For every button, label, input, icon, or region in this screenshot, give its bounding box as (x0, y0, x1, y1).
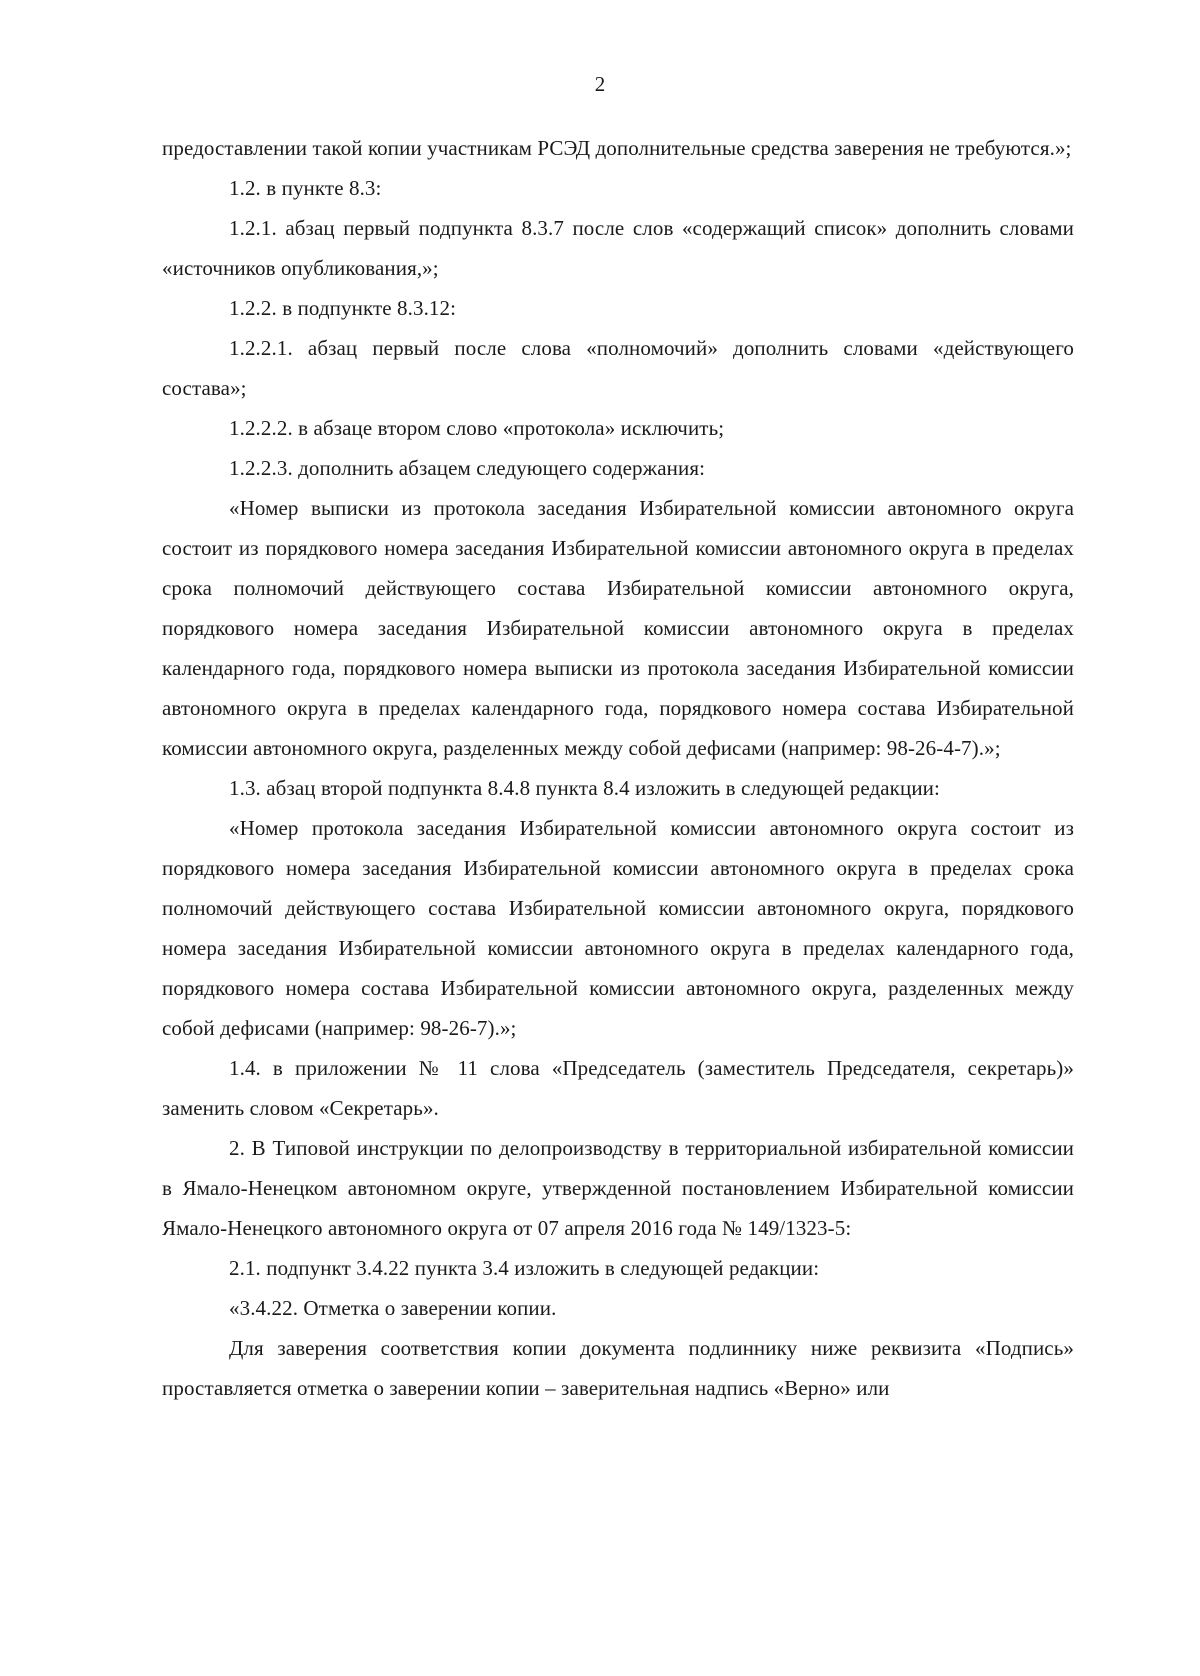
paragraph: Для заверения соответствия копии документа подлиннику ниже реквизита «Подпись» проставляется отметка о заверении копии – заверительная надпись «Верно» или (162, 1336, 1074, 1400)
paragraph: 1.2.2. в подпункте 8.3.12: (229, 296, 457, 320)
paragraph: 1.2.2.2. в абзаце втором слово «протокола» исключить; (229, 416, 725, 440)
paragraph: 2. В Типовой инструкции по делопроизводству в территориальной избирательной комиссии в Ямало-Ненецком автономном округе, утвержденной постановлением Избирательной комиссии Ямало-Ненецкого автономного округа от 07 апреля 2016 года № 149/1323-5: (162, 1136, 1074, 1240)
paragraph: 1.2. в пункте 8.3: (229, 176, 382, 200)
document-body (162, 128, 1074, 1408)
paragraph: «3.4.22. Отметка о заверении копии. (229, 1296, 557, 1320)
page-number: 2 (594, 72, 606, 96)
paragraph: 2.1. подпункт 3.4.22 пункта 3.4 изложить в следующей редакции: (229, 1256, 820, 1280)
paragraph: предоставлении такой копии участникам РСЭД дополнительные средства заверения не требуются.»; (162, 136, 1072, 160)
paragraph: «Номер выписки из протокола заседания Избирательной комиссии автономного округа состоит из порядкового номера заседания Избирательной комиссии автономного округа в пределах срока полномочий действующего состава Избирательной комиссии автономного округа, порядкового номера заседания Избирательной комиссии автономного округа в пределах календарного года, порядкового номера выписки из протокола заседания Избирательной комиссии автономного округа в пределах календарного года, порядкового номера состава Избирательной комиссии автономного округа, разделенных между собой дефисами (например: 98-26-4-7).»; (162, 496, 1074, 760)
paragraph: «Номер протокола заседания Избирательной комиссии автономного округа состоит из порядкового номера заседания Избирательной комиссии автономного округа в пределах срока полномочий действующего состава Избирательной комиссии автономного округа, порядкового номера заседания Избирательной комиссии автономного округа в пределах календарного года, порядкового номера состава Избирательной комиссии автономного округа, разделенных между собой дефисами (например: 98-26-7).»; (162, 816, 1074, 1040)
paragraph: 1.3. абзац второй подпункта 8.4.8 пункта 8.4 изложить в следующей редакции: (229, 776, 940, 800)
paragraph: 1.2.2.3. дополнить абзацем следующего содержания: (229, 456, 706, 480)
paragraph: 1.2.2.1. абзац первый после слова «полномочий» дополнить словами «действующего состава»; (162, 336, 1074, 400)
paragraph: 1.4. в приложении № 11 слова «Председатель (заместитель Председателя, секретарь)» заменить словом «Секретарь». (162, 1056, 1074, 1120)
paragraph: 1.2.1. абзац первый подпункта 8.3.7 после слов «содержащий список» дополнить словами «источников опубликования,»; (162, 216, 1074, 280)
